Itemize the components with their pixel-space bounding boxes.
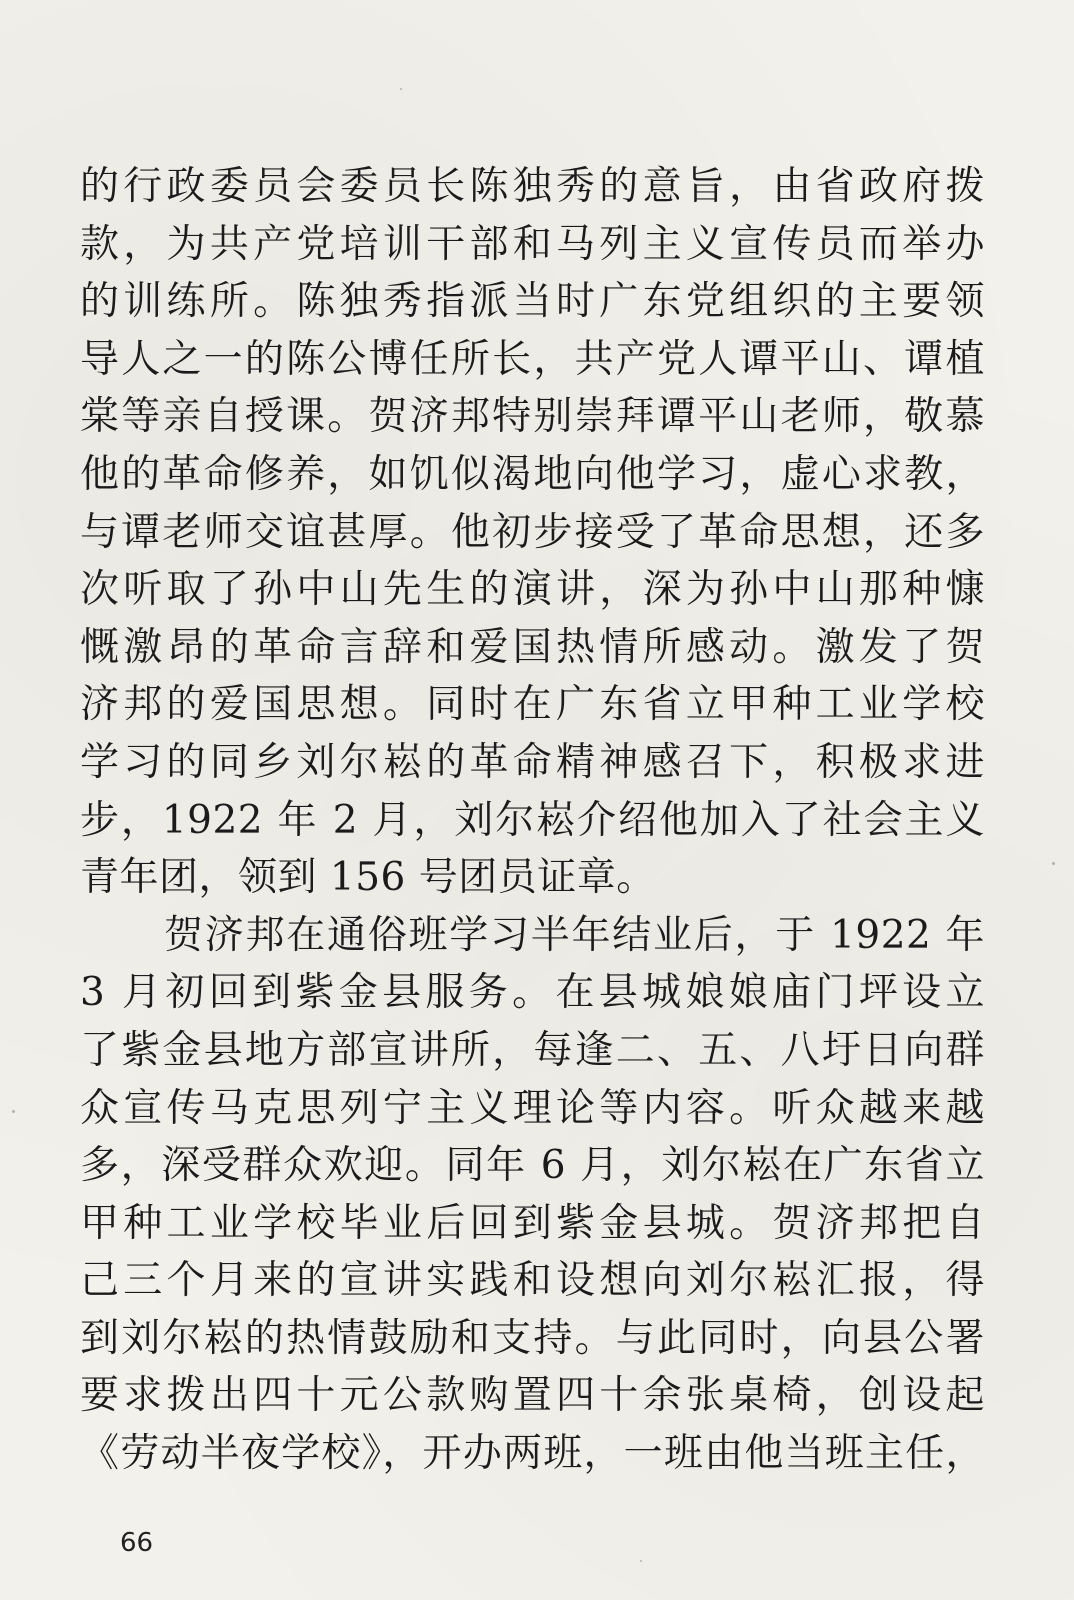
text-line: 甲种工业学校毕业后回到紫金县城。贺济邦把自 [80, 1200, 985, 1246]
text-line: 导人之一的陈公博任所长，共产党人谭平山、谭植 [80, 336, 985, 382]
text-line: 的行政委员会委员长陈独秀的意旨，由省政府拨 [80, 164, 985, 209]
text-line: 棠等亲自授课。贺济邦特别崇拜谭平山老师，敬慕 [80, 394, 985, 440]
body-text [80, 158, 985, 1483]
text-line: 济邦的爱国思想。同时在广东省立甲种工业学校 [80, 682, 985, 728]
scan-speck [640, 1560, 642, 1562]
scan-speck [12, 1110, 15, 1113]
scan-speck [1052, 862, 1055, 865]
text-line: 他的革命修养，如饥似渴地向他学习，虚心求教， [80, 451, 985, 497]
text-line: 《劳动半夜学校》，开办两班，一班由他当班主任， [80, 1431, 985, 1477]
text-line: 了紫金县地方部宣讲所，每逢二、五、八圩日向群 [80, 1027, 985, 1073]
text-line: 款，为共产党培训干部和马列主义宣传员而举办 [80, 221, 985, 267]
paragraph-start-line: 贺济邦在通俗班学习半年结业后，于 1922 年 [164, 912, 985, 958]
text-line: 3 月初回到紫金县服务。在县城娘娘庙门坪设立 [80, 970, 985, 1016]
paragraph-end-line: 青年团，领到 156 号团员证章。 [80, 855, 656, 901]
text-line: 学习的同乡刘尔崧的革命精神感召下，积极求进 [80, 739, 985, 785]
page-number: 66 [120, 1528, 154, 1558]
text-line: 慨激昂的革命言辞和爱国热情所感动。激发了贺 [80, 624, 985, 670]
text-line: 己三个月来的宣讲实践和设想向刘尔崧汇报，得 [80, 1258, 985, 1304]
text-line: 次听取了孙中山先生的演讲，深为孙中山那种慷 [80, 567, 985, 613]
text-line: 步，1922 年 2 月，刘尔崧介绍他加入了社会主义 [80, 797, 985, 843]
text-line: 与谭老师交谊甚厚。他初步接受了革命思想，还多 [80, 509, 985, 555]
text-line: 众宣传马克思列宁主义理论等内容。听众越来越 [80, 1085, 985, 1131]
text-line: 的训练所。陈独秀指派当时广东党组织的主要领 [80, 279, 985, 325]
text-line: 到刘尔崧的热情鼓励和支持。与此同时，向县公署 [80, 1315, 985, 1361]
text-line: 要求拨出四十元公款购置四十余张桌椅，创设起 [80, 1373, 985, 1419]
scan-speck [400, 88, 402, 90]
text-line: 多，深受群众欢迎。同年 6 月，刘尔崧在广东省立 [80, 1143, 985, 1189]
